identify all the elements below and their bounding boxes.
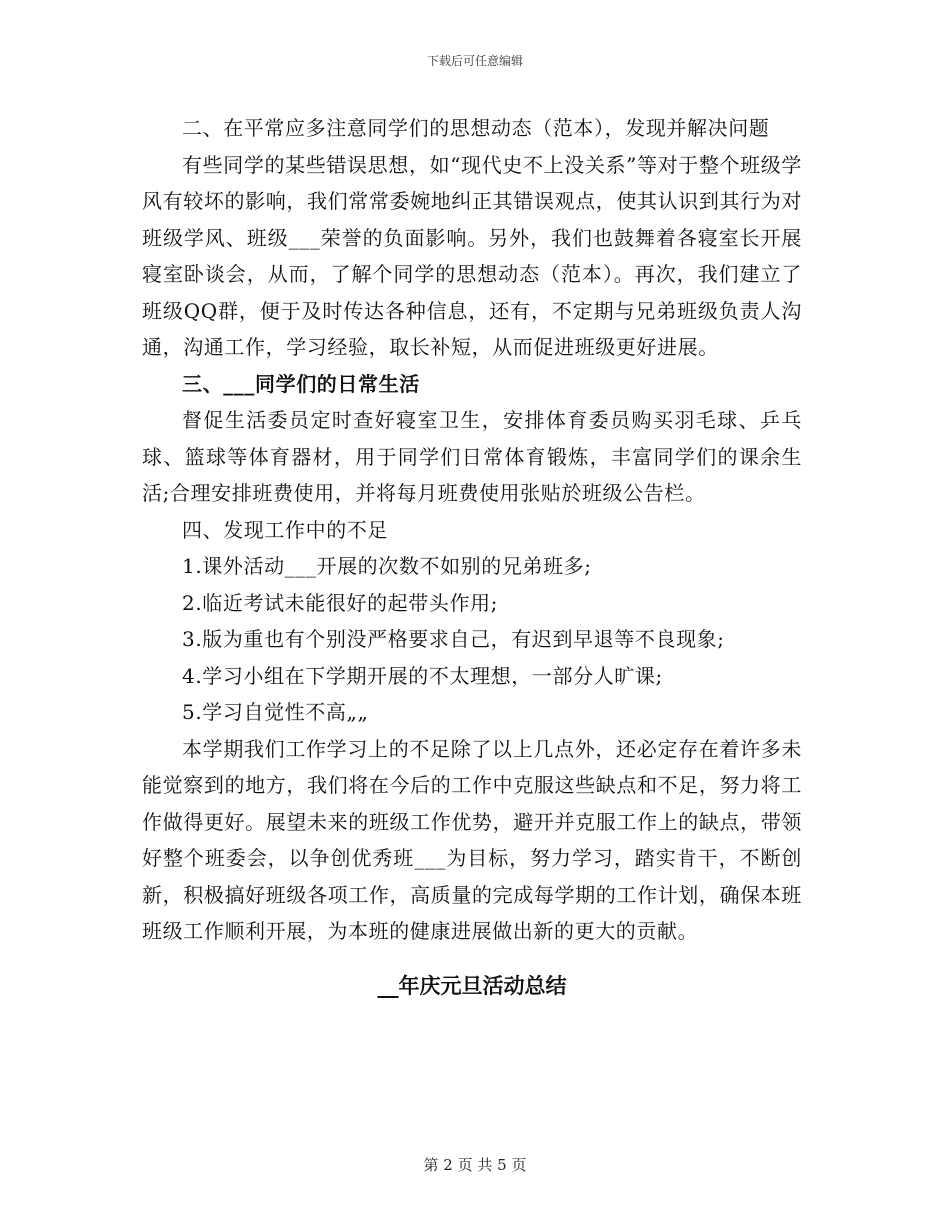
next-section-title: __年庆元旦活动总结 [377, 972, 567, 998]
page-header: 下载后可任意编辑 [426, 54, 523, 68]
list-item-2: 2.临近考试未能很好的起带头作用; [182, 590, 499, 615]
document-body [142, 110, 802, 1004]
section3-paragraph: 督促生活委员定时查好寝室卫生，安排体育委员购买羽毛球、乒乓球、篮球等体育器材，用于同学们日常体育锻炼，丰富同学们的课余生活;合理安排班费使用，并将每月班费使用张贴於班级公告栏。 [142, 408, 802, 505]
section4-heading: 四、发现工作中的不足 [182, 517, 388, 542]
page-footer: 第 2 页 共 5 页 [423, 1156, 527, 1174]
list-item-1: 1.课外活动___开展的次数不如别的兄弟班多; [182, 554, 592, 578]
section2-heading: 二、在平常应多注意同学们的思想动态（范本），发现并解决问题 [182, 116, 770, 140]
closing-paragraph: 本学期我们工作学习上的不足除了以上几点外，还必定存在着许多未能觉察到的地方，我们将在今后的工作中克服这些缺点和不足，努力将工作做得更好。展望未来的班级工作优势，避开并克服工作上的缺点，带领好整个班委会，以争创优秀班___为目标，努力学习，踏实肯干，不断创新，积极搞好班级各项工作，高质量的完成每学期的工作计划，确保本班班级工作顺利开展，为本班的健康进展做出新的更大的贡献。 [142, 736, 802, 943]
list-item-3: 3.版为重也有个别没严格要求自己，有迟到早退等不良现象; [182, 627, 725, 651]
section3-heading: 三、___同学们的日常生活 [182, 371, 420, 396]
list-item-4: 4.学习小组在下学期开展的不太理想，一部分人旷课; [182, 663, 663, 688]
list-item-5: 5.学习自觉性不高„„ [182, 700, 369, 724]
section2-paragraph: 有些同学的某些错误思想，如“现代史不上没关系”等对于整个班级学风有较坏的影响，我们常常委婉地纠正其错误观点，使其认识到其行为对班级学风、班级___荣誉的负面影响。另外，我们也鼓舞着各寝室长开展寝室卧谈会，从而，了解个同学的思想动态（范本）。再次，我们建立了班级QQ群，便于及时传达各种信息，还有，不定期与兄弟班级负责人沟通，沟通工作，学习经验，取长补短，从而促进班级更好进展。 [142, 152, 802, 359]
